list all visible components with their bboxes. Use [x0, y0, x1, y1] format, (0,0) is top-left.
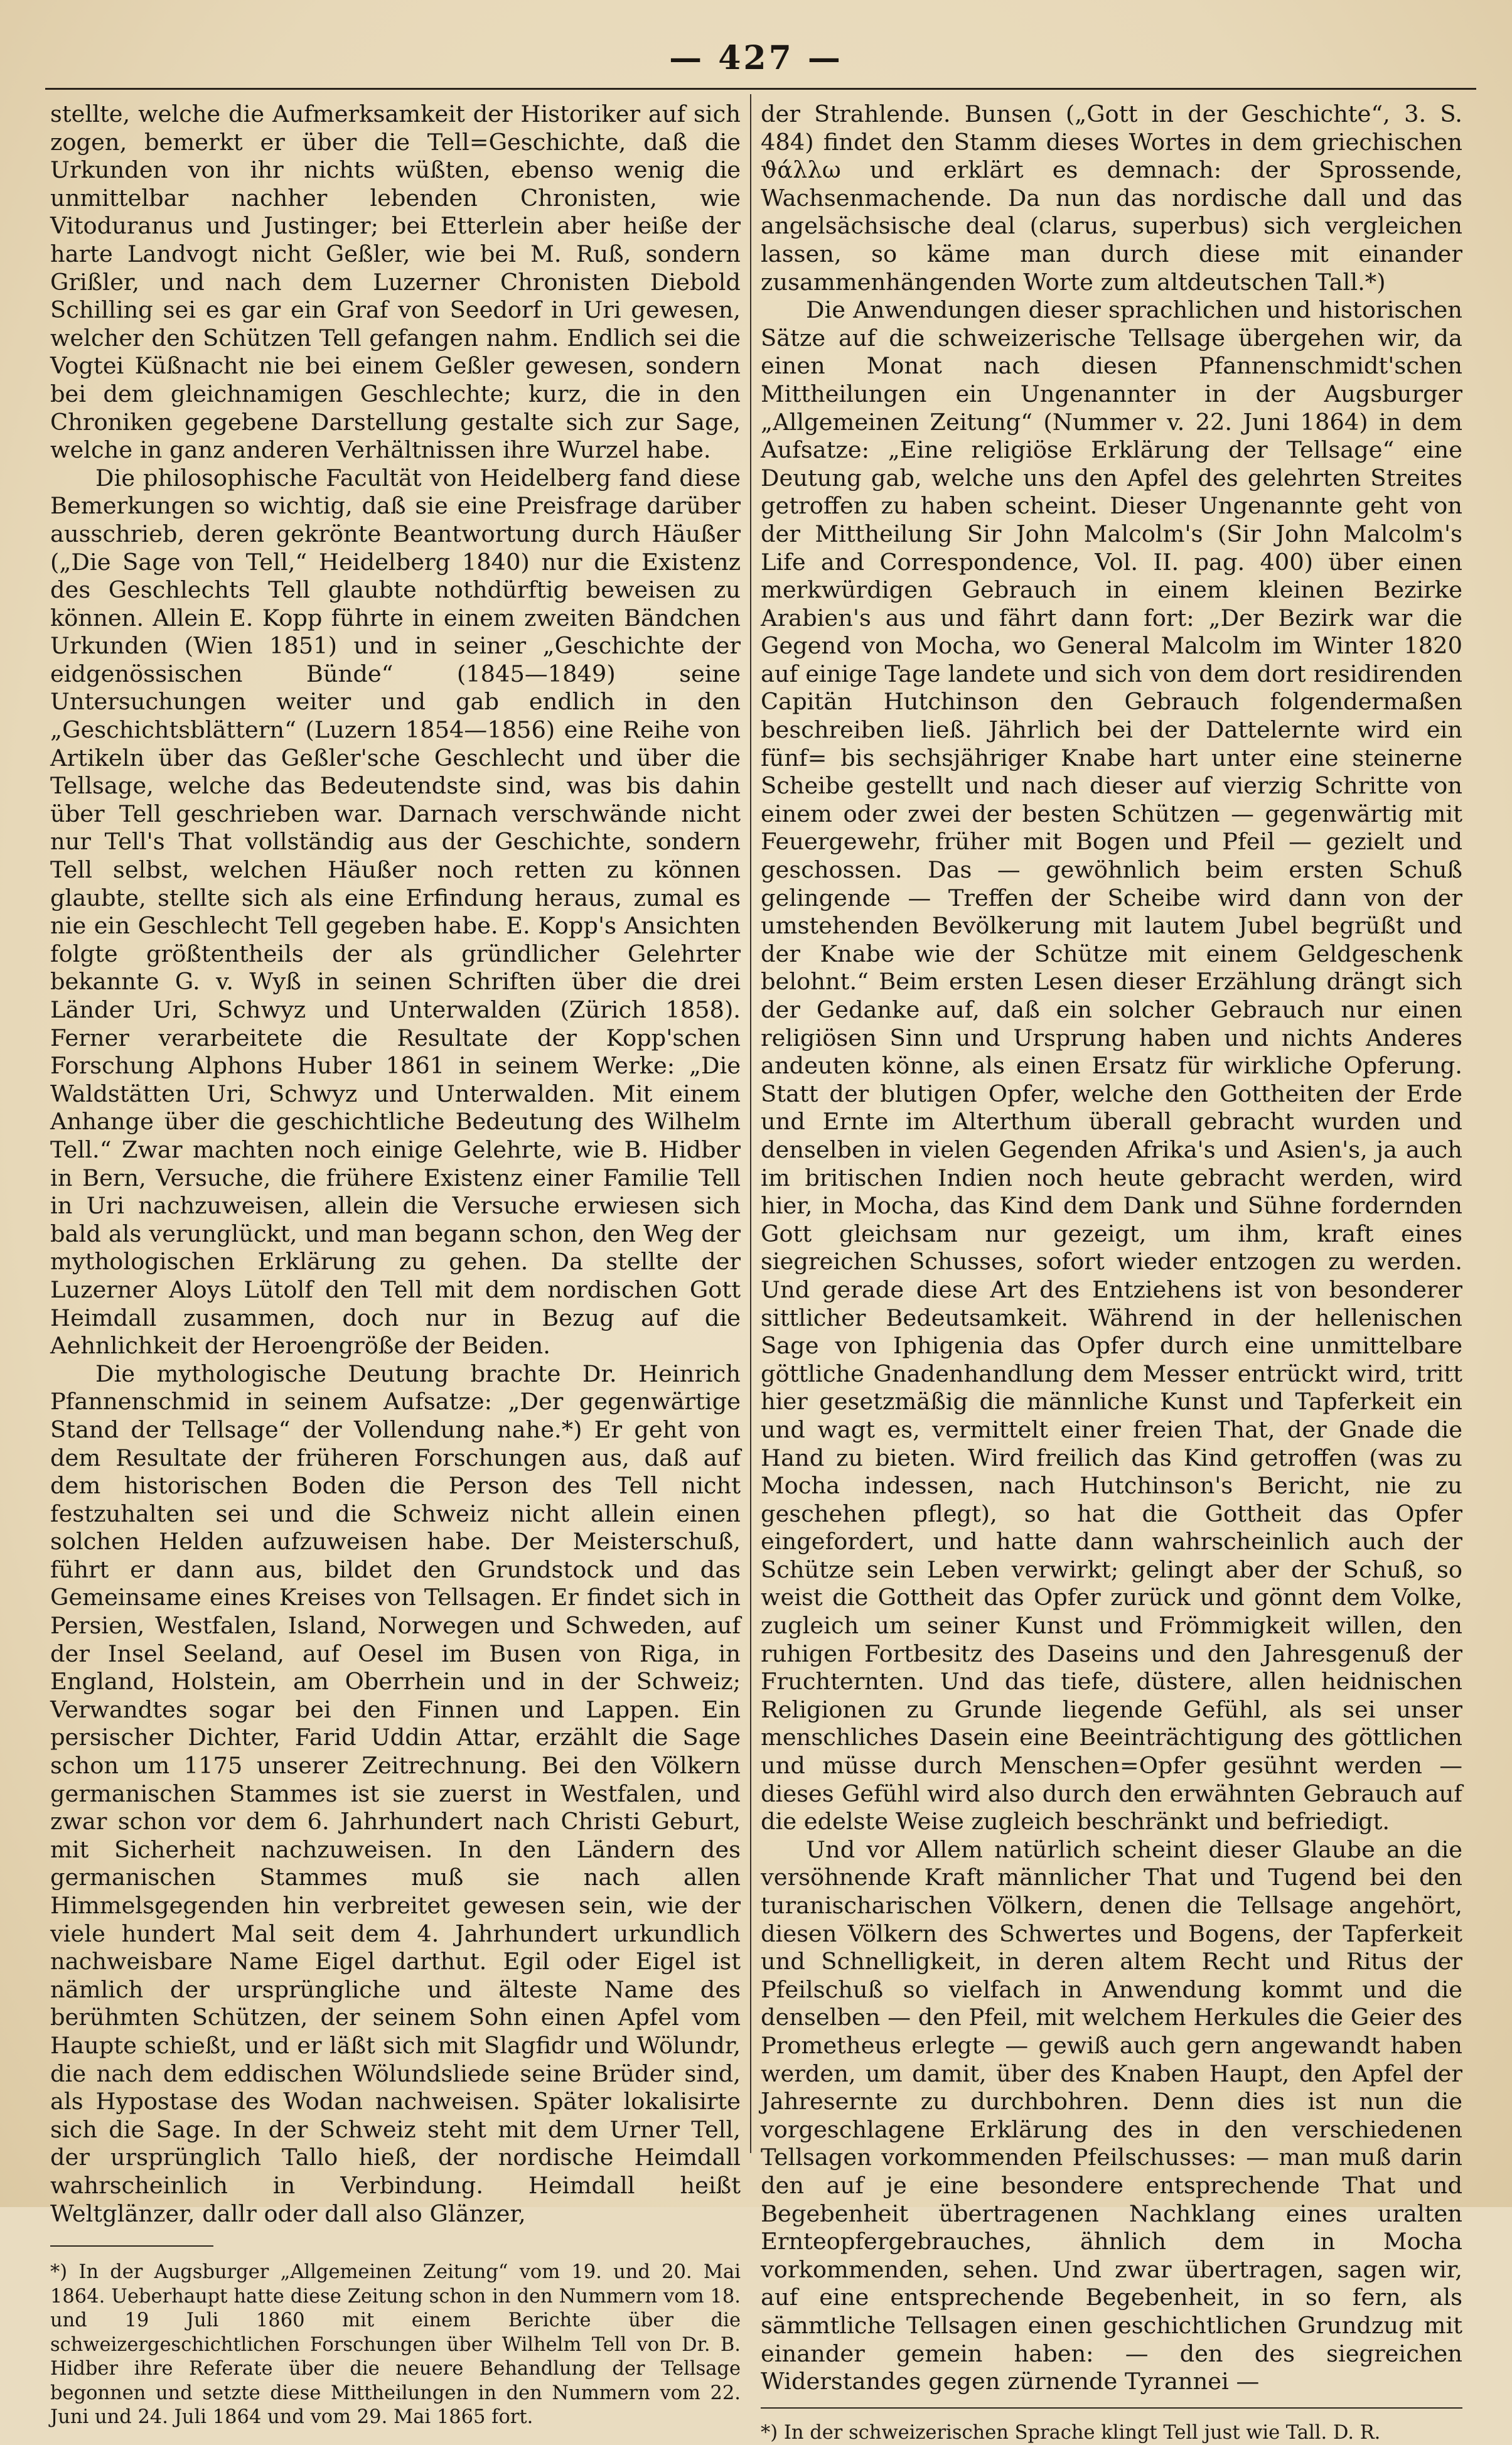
paragraph: stellte, welche die Aufmerksamkeit der Historiker auf sich zogen, bemerkt er über die Tell=Geschichte, daß die Urkunden von ihr nichts wüßten, ebenso wenig die unmittelbar nachher lebenden Chronisten, wie Vitoduranus und Justinger; bei Etterlein aber heiße der harte Landvogt nicht Geßler, wie bei M. Ruß, sondern Grißler, und nach dem Luzerner Chronisten Diebold Schilling sei es gar ein Graf von Seedorf in Uri gewesen, welcher den Schützen Tell gefangen nahm. Endlich sei die Vogtei Küßnacht nie bei einem Geßler gewesen, sondern bei dem gleichnamigen Geschlechte; kurz, die in den Chroniken gegebene Darstellung gestalte sich zur Sage, welche in ganz anderen Verhältnissen ihre Wurzel habe.	[50, 100, 741, 464]
column-divider	[750, 94, 751, 2153]
paragraph: der Strahlende. Bunsen („Gott in der Geschichte“, 3. S. 484) findet den Stamm dieses Wortes in dem griechischen ϑάλλω und erklärt es demnach: der Sprossende, Wachsenmachende. Da nun das nordische dall und das angelsächsische deal (clarus, superbus) sich vergleichen lassen, so käme man durch diese mit einander zusammenhängenden Worte zum altdeutschen Tall.*)	[761, 100, 1462, 296]
footnote-rule	[761, 2407, 1462, 2409]
paragraph: Die Anwendungen dieser sprachlichen und historischen Sätze auf die schweizerische Tellsage übergehen wir, da einen Monat nach diesen Pfannenschmidt'schen Mittheilungen ein Ungenannter in der Augsburger „Allgemeinen Zeitung“ (Nummer v. 22. Juni 1864) in dem Aufsatze: „Eine religiöse Erklärung der Tellsage“ eine Deutung gab, welche uns den Apfel des gelehrten Streites getroffen zu haben scheint. Dieser Ungenannte geht von der Mittheilung Sir John Malcolm's (Sir John Malcolm's Life and Correspondence, Vol. II. pag. 400) über einen merkwürdigen Gebrauch in einem kleinen Bezirke Arabien's aus und fährt dann fort: „Der Bezirk war die Gegend von Mocha, wo General Malcolm im Winter 1820 auf einige Tage landete und sich von dem dort residirenden Capitän Hutchinson den Gebrauch folgendermaßen beschreiben ließ. Jährlich bei der Dattelernte wird ein fünf= bis sechsjähriger Knabe hart unter eine steinerne Scheibe gestellt und nach dieser auf vierzig Schritte von einem oder zwei der besten Schützen — gegenwärtig mit Feuergewehr, früher mit Bogen und Pfeil — gezielt und geschossen. Das — gewöhnlich beim ersten Schuß gelingende — Treffen der Scheibe wird dann von der umstehenden Bevölkerung mit lautem Jubel begrüßt und der Knabe wie der Schütze mit einem Geldgeschenk belohnt.“ Beim ersten Lesen dieser Erzählung drängt sich der Gedanke auf, daß ein solcher Gebrauch nur einen religiösen Sinn und Ursprung haben und nichts Anderes andeuten könne, als einen Ersatz für wirkliche Opferung. Statt der blutigen Opfer, welche den Gottheiten der Erde und Ernte im Alterthum überall gebracht wurden und denselben in vielen Gegenden Afrika's und Asien's, ja auch im britischen Indien noch heute gebracht werden, wird hier, in Mocha, das Kind dem Dank und Sühne fordernden Gott gleichsam nur gezeigt, um ihm, kraft eines siegreichen Schusses, sofort wieder entzogen zu werden. Und gerade diese Art des Entziehens ist von besonderer sittlicher Bedeutsamkeit. Während in der hellenischen Sage von Iphigenia das Opfer durch eine unmittelbare göttliche Gnadenhandlung dem Messer entrückt wird, tritt hier gesetzmäßig die männliche Kunst und Tapferkeit ein und wagt es, vermittelt einer freien That, der Gnade die Hand zu bieten. Wird freilich das Kind getroffen (was zu Mocha indessen, nach Hutchinson's Bericht, nie zu geschehen pflegt), so hat die Gottheit das Opfer eingefordert, und hatte dann wahrscheinlich auch der Schütze sein Leben verwirkt; gelingt aber der Schuß, so weist die Gottheit das Opfer zurück und gönnt dem Volke, zugleich um seiner Kunst und Frömmigkeit willen, den ruhigen Fortbesitz des Daseins und den Jahresgenuß der Fruchternten. Und das tiefe, düstere, allen heidnischen Religionen zu Grunde liegende Gefühl, als sei unser menschliches Dasein eine Beeinträchtigung des göttlichen und müsse durch Menschen=Opfer gesühnt werden — dieses Gefühl wird also durch den erwähnten Gebrauch auf die edelste Weise zugleich beschränkt und befriedigt.	[761, 296, 1462, 1835]
footnote: *) In der Augsburger „Allgemeinen Zeitung“ vom 19. und 20. Mai 1864. Ueberhaupt hatte diese Zeitung schon in den Nummern vom 18. und 19 Juli 1860 mit einem Berichte über die schweizergeschichtlichen Forschungen über Wilhelm Tell von Dr. B. Hidber ihre Referate über die neuere Behandlung der Tellsage begonnen und setzte diese Mittheilungen in den Nummern vom 22. Juni und 24. Juli 1864 und vom 29. Mai 1865 fort.	[50, 2261, 741, 2429]
footnote-rule	[50, 2245, 213, 2247]
paragraph: Die philosophische Facultät von Heidelberg fand diese Bemerkungen so wichtig, daß sie eine Preisfrage darüber ausschrieb, deren gekrönte Beantwortung durch Häußer („Die Sage von Tell,“ Heidelberg 1840) nur die Existenz des Geschlechts Tell glaubte nothdürftig beweisen zu können. Allein E. Kopp führte in einem zweiten Bändchen Urkunden (Wien 1851) und in seiner „Geschichte der eidgenössischen Bünde“ (1845—1849) seine Untersuchungen weiter und gab endlich in den „Geschichtsblättern“ (Luzern 1854—1856) eine Reihe von Artikeln über das Geßler'sche Geschlecht und über die Tellsage, welche das Bedeutendste sind, was bis dahin über Tell geschrieben war. Darnach verschwände nicht nur Tell's That vollständig aus der Geschichte, sondern Tell selbst, welchen Häußer noch retten zu können glaubte, stellte sich als eine Erfindung heraus, zumal es nie ein Geschlecht Tell gegeben habe. E. Kopp's Ansichten folgte größtentheils der als gründlicher Gelehrter bekannte G. v. Wyß in seinen Schriften über die drei Länder Uri, Schwyz und Unterwalden (Zürich 1858). Ferner verarbeitete die Resultate der Kopp'schen Forschung Alphons Huber 1861 in seinem Werke: „Die Waldstätten Uri, Schwyz und Unterwalden. Mit einem Anhange über die geschichtliche Bedeutung des Wilhelm Tell.“ Zwar machten noch einige Gelehrte, wie B. Hidber in Bern, Versuche, die frühere Existenz einer Familie Tell in Uri nachzuweisen, allein die Versuche erwiesen sich bald als verunglückt, und man begann schon, den Weg der mythologischen Erklärung zu gehen. Da stellte der Luzerner Aloys Lütolf den Tell mit dem nordischen Gott Heimdall zusammen, doch nur in Bezug auf die Aehnlichkeit der Heroengröße der Beiden.	[50, 464, 741, 1360]
paragraph: Die mythologische Deutung brachte Dr. Heinrich Pfannenschmid in seinem Aufsatze: „Der gegenwärtige Stand der Tellsage“ der Vollendung nahe.*) Er geht von dem Resultate der früheren Forschungen aus, daß auf dem historischen Boden die Person des Tell nicht festzuhalten sei und die Schweiz nicht allein einen solchen Helden aufzuweisen habe. Der Meisterschuß, führt er dann aus, bildet den Grundstock und das Gemeinsame eines Kreises von Tellsagen. Er findet sich in Persien, Westfalen, Island, Norwegen und Schweden, auf der Insel Seeland, auf Oesel im Busen von Riga, in England, Holstein, am Oberrhein und in der Schweiz; Verwandtes sogar bei den Finnen und Lappen. Ein persischer Dichter, Farid Uddin Attar, erzählt die Sage schon um 1175 unserer Zeitrechnung. Bei den Völkern germanischen Stammes ist sie zuerst in Westfalen, und zwar schon vor dem 6. Jahrhundert nach Christi Geburt, mit Sicherheit nachzuweisen. In den Ländern des germanischen Stammes muß sie nach allen Himmelsgegenden hin verbreitet gewesen sein, wie der viele hundert Mal seit dem 4. Jahrhundert urkundlich nachweisbare Name Eigel darthut. Egil oder Eigel ist nämlich der ursprüngliche und älteste Name des berühmten Schützen, der seinem Sohn einen Apfel vom Haupte schießt, und er läßt sich mit Slagfidr und Wölundr, die nach dem eddischen Wölundsliede seine Brüder sind, als Hypostase des Wodan nachweisen. Später lokalisirte sich die Sage. In der Schweiz steht mit dem Urner Tell, der ursprünglich Tallo hieß, der nordische Heimdall wahrscheinlich in Verbindung. Heimdall heißt Weltglänzer, dallr oder dall also Glänzer,	[50, 1360, 741, 2227]
left-column	[50, 100, 741, 2430]
footnote: *) In der schweizerischen Sprache klingt Tell just wie Tall. D. R.	[761, 2421, 1381, 2444]
header-rule	[45, 88, 1476, 90]
paragraph: Und vor Allem natürlich scheint dieser Glaube an die versöhnende Kraft männlicher That und Tugend bei den turanischarischen Völkern, denen die Tellsage angehört, diesen Völkern des Schwertes und Bogens, der Tapferkeit und Schnelligkeit, in deren altem Recht und Ritus der Pfeilschuß so vielfach in Anwendung kommt und die denselben — den Pfeil, mit welchem Herkules die Geier des Prometheus erlegte — gewiß auch gern angewandt haben werden, um damit, über des Knaben Haupt, den Apfel der Jahresernte zu durchbohren. Denn dies ist nun die vorgeschlagene Erklärung des in den verschiedenen Tellsagen vorkommenden Pfeilschusses: — man muß darin den auf je eine besondere entsprechende That und Begebenheit übertragenen Nachklang eines uralten Ernteopfergebrauches, ähnlich dem in Mocha vorkommenden, sehen. Und zwar übertragen, sagen wir, auf eine entsprechende Begebenheit, in so fern, als sämmtliche Tellsagen einen geschichtlichen Grundzug mit einander gemein haben: — den des siegreichen Widerstandes gegen zürnende Tyrannei —	[761, 1835, 1462, 2395]
right-column	[761, 100, 1462, 2445]
page-number: — 427 —	[669, 39, 843, 77]
